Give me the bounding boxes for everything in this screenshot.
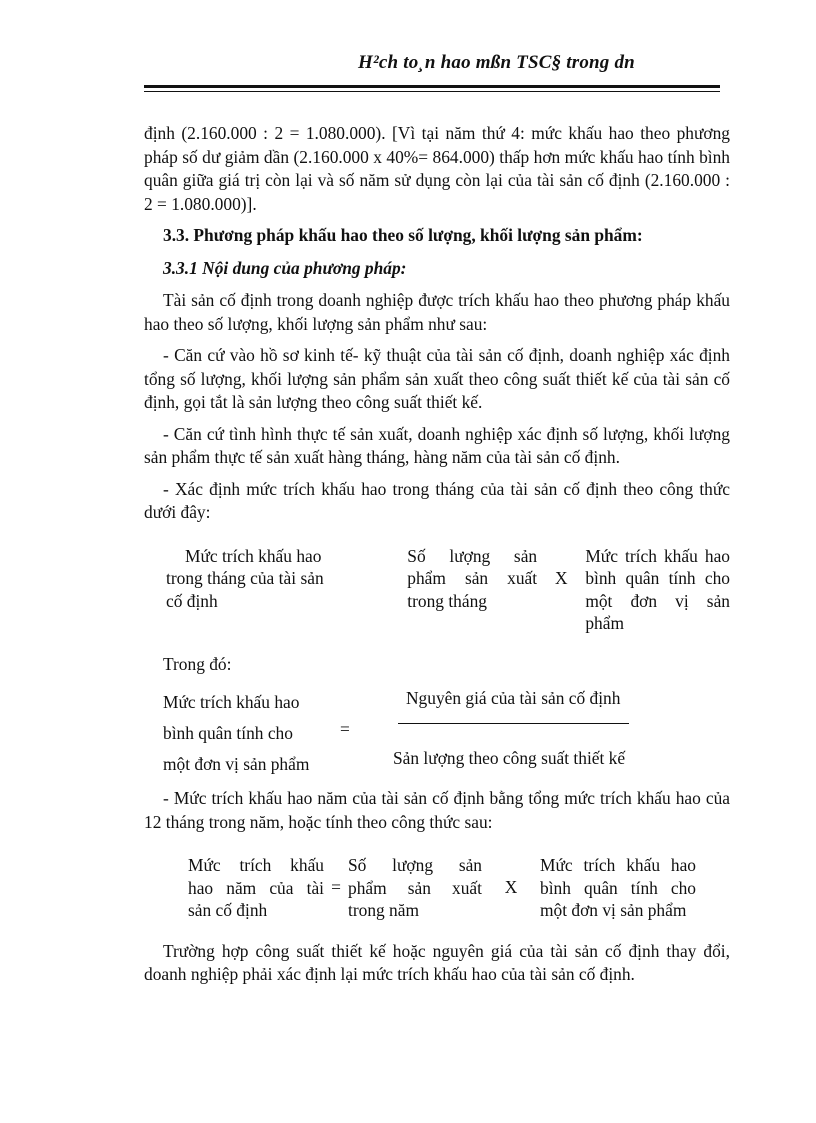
bullet-item-2: - Căn cứ tình hình thực tế sản xuất, doanh nghiệp xác định số lượng, khối lượng sản phẩm thực tế sản xuất hàng tháng, hàng năm của tài sản cố định. — [144, 423, 730, 467]
section-heading: 3.3. Phương pháp khấu hao theo số lượng, khối lượng sản phẩm: — [163, 225, 643, 245]
fraction-numerator: Nguyên giá của tài sản cố định — [406, 688, 621, 708]
header-rule-thin — [144, 91, 720, 92]
fraction-left-line2: bình quân tính cho — [163, 723, 293, 743]
trong-do-label: Trong đó: — [163, 653, 232, 674]
fraction-denominator: Sản lượng theo công suất thiết kế — [393, 748, 626, 768]
fraction-bar — [398, 723, 629, 724]
header-rule-thick — [144, 85, 720, 88]
subsection-heading: 3.3.1 Nội dung của phương pháp: — [163, 257, 407, 278]
paragraph-intro: Tài sản cố định trong doanh nghiệp được trích khấu hao theo phương pháp khấu hao theo số lượng, khối lượng sản phẩm như sau: — [144, 290, 730, 334]
paragraph-continuation: định (2.160.000 : 2 = 1.080.000). [Vì tại năm thứ 4: mức khấu hao theo phương pháp số dư giảm dần (2.160.000 x 40%= 864.000) thấp hơn mức khấu hao tính bình quân giữa giá trị còn lại và số năm sử dụng còn lại của tài sản cố định (2.160.000 : 2 = 1.080.000)]. — [144, 123, 730, 214]
running-header-title: H²ch to¸n hao mßn TSC§ trong dn — [358, 52, 635, 73]
formula-yearly-left-text: Mức trích khấu hao năm của tài sản cố định — [188, 855, 324, 920]
formula-yearly-right-text: Mức trích khấu hao bình quân tính cho một đơn vị sản phẩm — [540, 855, 696, 920]
formula-monthly — [144, 545, 730, 635]
formula-yearly-middle-text: Số lượng sản phẩm sản xuất trong năm — [348, 855, 482, 920]
fraction-formula — [144, 687, 730, 779]
formula-yearly — [144, 854, 730, 922]
fraction-left-line3: một đơn vị sản phẩm — [163, 754, 310, 774]
formula-yearly-right — [540, 854, 696, 922]
paragraph-final: Trường hợp công suất thiết kế hoặc nguyên giá của tài sản cố định thay đổi, doanh nghiệp phải xác định lại mức trích khấu hao của tài sản cố định. — [144, 940, 730, 984]
bullet-item-3: - Xác định mức trích khấu hao trong tháng của tài sản cố định theo công thức dưới đây: — [144, 478, 730, 522]
formula-yearly-middle — [348, 854, 482, 922]
formula-yearly-equals: = — [331, 877, 341, 897]
bullet-item-4: - Mức trích khấu hao năm của tài sản cố định bằng tổng mức trích khấu hao của 12 tháng trong năm, hoặc tính theo công thức sau: — [144, 788, 730, 832]
formula-monthly-operator: X — [554, 567, 568, 588]
fraction-equals: = — [340, 719, 350, 739]
page-body — [144, 122, 730, 995]
fraction-left-label — [163, 687, 309, 780]
formula-monthly-middle — [407, 545, 537, 613]
formula-monthly-right — [585, 545, 730, 635]
formula-monthly-left-rest: trong tháng của tài sản cố định — [166, 568, 324, 611]
formula-monthly-left — [166, 545, 324, 613]
bullet-item-1: - Căn cứ vào hồ sơ kinh tế- kỹ thuật của tài sản cố định, doanh nghiệp xác định tổng số lượng, khối lượng sản phẩm sản xuất theo công suất thiết kế của tài sản cố định, gọi tắt là sản lượng theo công suất thiết kế. — [144, 345, 730, 412]
formula-monthly-right-text: Mức trích khấu hao bình quân tính cho một đơn vị sản phẩm — [585, 545, 730, 633]
formula-yearly-left — [188, 854, 324, 922]
fraction-left-line1: Mức trích khấu hao — [163, 692, 300, 712]
formula-yearly-operator: X — [504, 877, 518, 897]
formula-monthly-left-line1: Mức trích khấu hao — [185, 545, 322, 566]
formula-monthly-middle-text: Số lượng sản phẩm sản xuất trong tháng — [407, 545, 538, 611]
